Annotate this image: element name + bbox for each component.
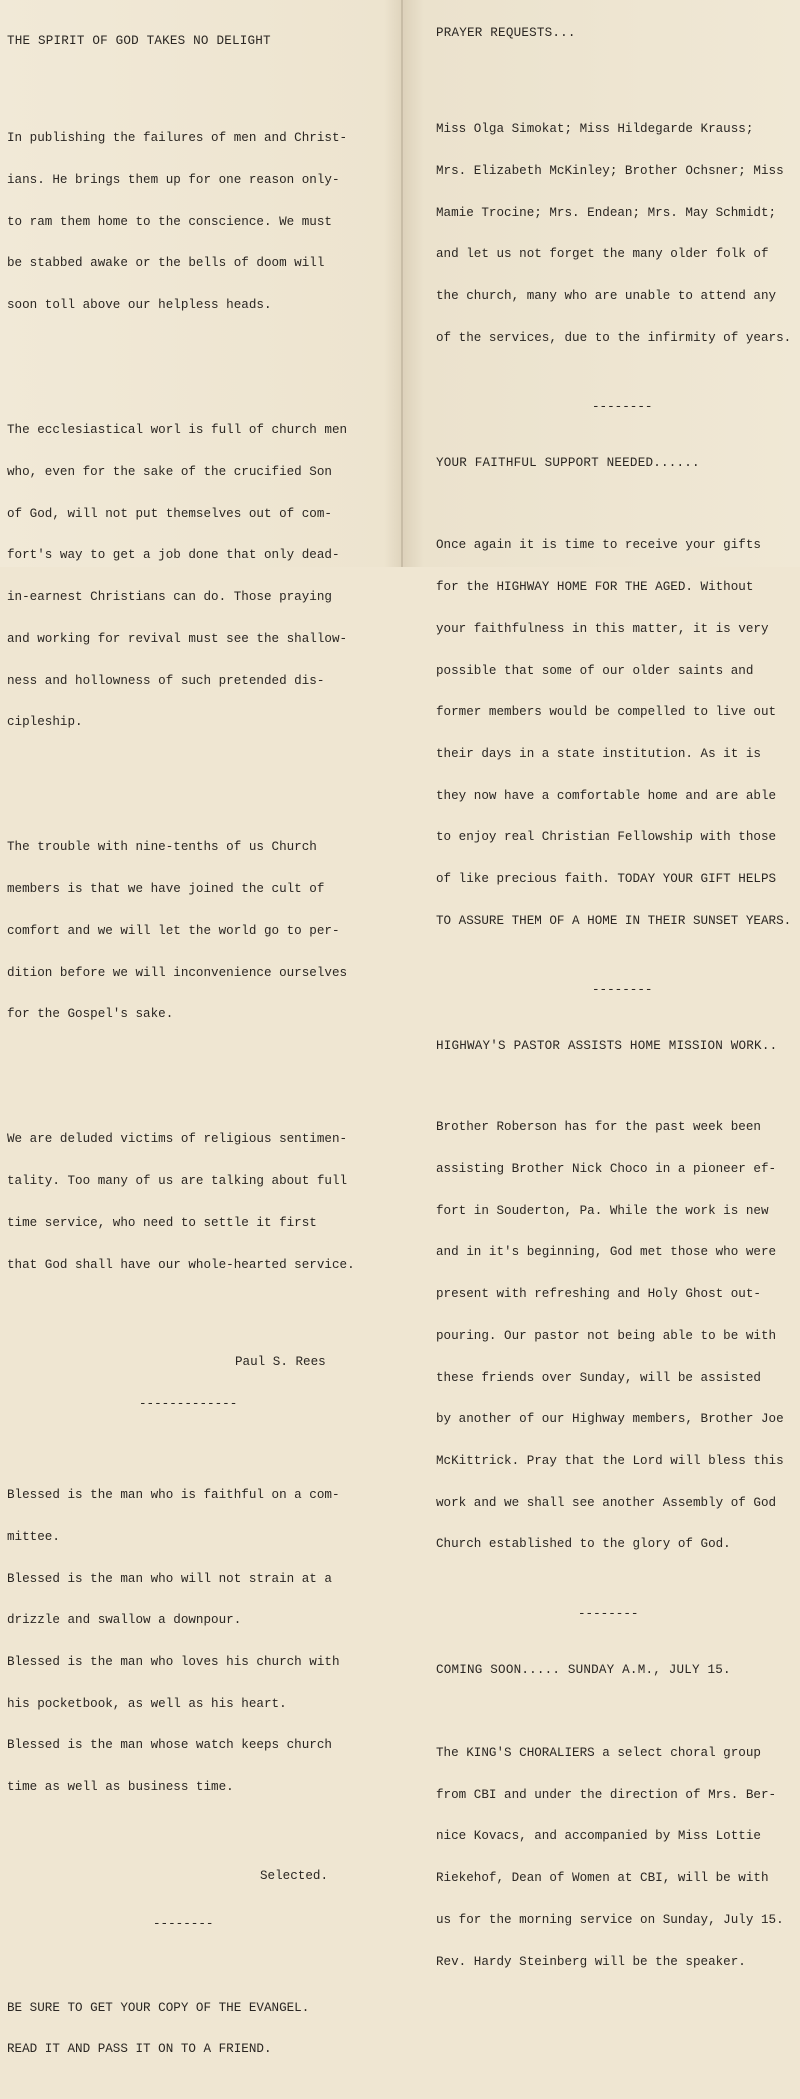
section-title-support: YOUR FAITHFUL SUPPORT NEEDED...... xyxy=(436,455,700,470)
separator: -------- xyxy=(153,1917,214,1932)
section-title-spirit: THE SPIRIT OF GOD TAKES NO DELIGHT xyxy=(7,33,271,48)
paragraph-coming-soon: The KING'S CHORALIERS a select choral group from CBI and under the direction of Mrs. Ber- nice Kovacs, and accompanied by Miss Lottie Riekehof, Dean of Women at CBI, will be with us for the morning service on Sunday, July 15. Rev. Hardy Steinberg will be the speaker. xyxy=(436,1746,784,1969)
paragraph-deluded: We are deluded victims of religious sentimen- tality. Too many of us are talking about full time service, who need to settle it first that God shall have our whole-hearted service. xyxy=(7,1132,355,1272)
section-title-coming-soon: COMING SOON..... SUNDAY A.M., JULY 15. xyxy=(436,1662,731,1677)
paragraph-support: Once again it is time to receive your gifts for the HIGHWAY HOME FOR THE AGED. Without your faithfulness in this matter, it is very possible that some of our older saints and former members would be compelled to live out their days in a state institution. As it is they now have a comfortable home and are able to enjoy real Christian Fellowship with those of like precious faith. TODAY YOUR GIFT HELPS TO ASSURE THEM OF A HOME IN THEIR SUNSET YEARS. xyxy=(436,538,792,928)
section-title-pastor: HIGHWAY'S PASTOR ASSISTS HOME MISSION WORK.. xyxy=(436,1038,778,1053)
separator: -------- xyxy=(578,1606,639,1621)
page-fold xyxy=(401,0,403,567)
paragraph-pastor: Brother Roberson has for the past week been assisting Brother Nick Choco in a pioneer ef- fort in Souderton, Pa. While the work is new and in it's beginning, God met those who were present with refreshing and Holy Ghost out- pouring. Our pastor not being able to be with these friends over Sunday, will be assisted by another of our Highway members, Brother Joe McKittrick. Pray that the Lord will bless this work and we shall see another Assembly of God Church established to the glory of God. xyxy=(436,1120,784,1552)
prayer-list: Miss Olga Simokat; Miss Hildegarde Krauss; Mrs. Elizabeth McKinley; Brother Ochsner; Miss Mamie Trocine; Mrs. Endean; Mrs. May Schmidt; and let us not forget the many older folk of the church, many who are unable to attend any of the services, due to the infirmity of years. xyxy=(436,122,792,345)
separator: -------- xyxy=(592,400,653,415)
selected-attribution: Selected. xyxy=(260,1869,329,1884)
separator: -------- xyxy=(592,983,653,998)
left-column xyxy=(7,0,395,2099)
paragraph-publishing: In publishing the failures of men and Christ- ians. He brings them up for one reason only- to ram them home to the conscience. We must be stabbed awake or the bells of doom will soon toll above our helpless heads. xyxy=(7,131,348,313)
footer-notice: BE SURE TO GET YOUR COPY OF THE EVANGEL. READ IT AND PASS IT ON TO A FRIEND. xyxy=(7,2000,310,2057)
author-attribution: Paul S. Rees xyxy=(235,1355,326,1370)
blessed-list: Blessed is the man who is faithful on a com- mittee. Blessed is the man who will not strain at a drizzle and swallow a downpour. Blessed is the man who loves his church with his pocketbook, as well as his heart. Blessed is the man whose watch keeps church time as well as business time. xyxy=(7,1488,340,1795)
right-column xyxy=(436,0,798,2011)
separator: ------------- xyxy=(139,1396,238,1411)
paragraph-trouble: The trouble with nine-tenths of us Church members is that we have joined the cult of comfort and we will let the world go to per- dition before we will inconvenience ourselves for the Gospel's sake. xyxy=(7,840,348,1022)
paragraph-ecclesiastical: The ecclesiastical worl is full of church men who, even for the sake of the crucified Son of God, will not put themselves out of com- fort's way to get a job done that only dead- in-earnest Christians can do. Those praying and working for revival must see the shallow- ness and hollowness of such pretended dis- cipleship. xyxy=(7,423,348,730)
section-title-prayer: PRAYER REQUESTS... xyxy=(436,25,576,40)
